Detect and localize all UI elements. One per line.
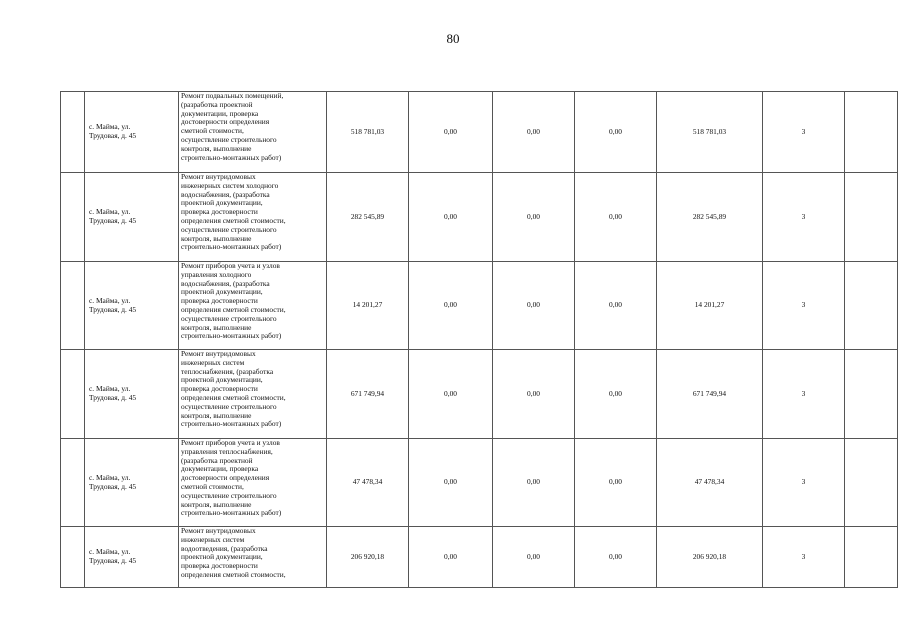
fund-3-cell: 0,00 <box>575 173 657 262</box>
address-cell: с. Майма, ул. Трудовая, д. 45 <box>85 92 179 173</box>
owners-funds-cell: 518 781,03 <box>657 92 763 173</box>
total-cost-cell: 518 781,03 <box>327 92 409 173</box>
empty-cell <box>61 527 85 588</box>
work-description-cell: Ремонт приборов учета и узлов управления холодного водоснабжения, (разработка проектной документации, проверка достоверности определения сметной стоимости, осуществление строительного контроля, выполнение строительно-монтажных работ) <box>179 262 327 350</box>
fund-2-cell: 0,00 <box>493 527 575 588</box>
empty-cell <box>61 262 85 350</box>
total-cost-cell: 206 920,18 <box>327 527 409 588</box>
empty-cell <box>845 350 898 439</box>
empty-cell <box>845 527 898 588</box>
page-number: 80 <box>446 31 460 46</box>
fund-3-cell: 0,00 <box>575 439 657 527</box>
empty-cell <box>61 92 85 173</box>
table-row <box>61 527 898 588</box>
fund-1-cell: 0,00 <box>409 350 493 439</box>
address-cell: с. Майма, ул. Трудовая, д. 45 <box>85 439 179 527</box>
period-cell: 3 <box>763 173 845 262</box>
table-row <box>61 439 898 527</box>
period-cell: 3 <box>763 527 845 588</box>
total-cost-cell: 47 478,34 <box>327 439 409 527</box>
empty-cell <box>845 173 898 262</box>
total-cost-cell: 282 545,89 <box>327 173 409 262</box>
owners-funds-cell: 14 201,27 <box>657 262 763 350</box>
address-cell: с. Майма, ул. Трудовая, д. 45 <box>85 262 179 350</box>
work-description-cell: Ремонт приборов учета и узлов управления теплоснабжения, (разработка проектной документации, проверка достоверности определения сметной стоимости, осуществление строительного контроля, выполнение строительно-монтажных работ) <box>179 439 327 527</box>
table-row <box>61 262 898 350</box>
owners-funds-cell: 206 920,18 <box>657 527 763 588</box>
fund-2-cell: 0,00 <box>493 173 575 262</box>
address-cell: с. Майма, ул. Трудовая, д. 45 <box>85 527 179 588</box>
work-description-cell: Ремонт внутридомовых инженерных систем холодного водоснабжения, (разработка проектной документации, проверка достоверности определения сметной стоимости, осуществление строительного контроля, выполнение строительно-монтажных работ) <box>179 173 327 262</box>
fund-3-cell: 0,00 <box>575 92 657 173</box>
work-description-cell: Ремонт внутридомовых инженерных систем водоотведения, (разработка проектной документации, проверка достоверности определения сметной стоимости, <box>179 527 327 588</box>
empty-cell <box>61 173 85 262</box>
fund-2-cell: 0,00 <box>493 92 575 173</box>
fund-3-cell: 0,00 <box>575 350 657 439</box>
fund-2-cell: 0,00 <box>493 262 575 350</box>
period-cell: 3 <box>763 92 845 173</box>
work-description-cell: Ремонт внутридомовых инженерных систем теплоснабжения, (разработка проектной документации, проверка достоверности определения сметной стоимости, осуществление строительного контроля, выполнение строительно-монтажных работ) <box>179 350 327 439</box>
fund-3-cell: 0,00 <box>575 262 657 350</box>
period-cell: 3 <box>763 262 845 350</box>
work-description-cell: Ремонт подвальных помещений, (разработка проектной документации, проверка достоверности определения сметной стоимости, осуществление строительного контроля, выполнение строительно-монтажных работ) <box>179 92 327 173</box>
owners-funds-cell: 282 545,89 <box>657 173 763 262</box>
table-row <box>61 173 898 262</box>
period-cell: 3 <box>763 350 845 439</box>
empty-cell <box>61 350 85 439</box>
empty-cell <box>845 439 898 527</box>
total-cost-cell: 671 749,94 <box>327 350 409 439</box>
table-row <box>61 350 898 439</box>
fund-1-cell: 0,00 <box>409 439 493 527</box>
owners-funds-cell: 671 749,94 <box>657 350 763 439</box>
empty-cell <box>61 439 85 527</box>
fund-2-cell: 0,00 <box>493 439 575 527</box>
fund-1-cell: 0,00 <box>409 262 493 350</box>
owners-funds-cell: 47 478,34 <box>657 439 763 527</box>
fund-1-cell: 0,00 <box>409 527 493 588</box>
address-cell: с. Майма, ул. Трудовая, д. 45 <box>85 350 179 439</box>
fund-2-cell: 0,00 <box>493 350 575 439</box>
table-row <box>61 92 898 173</box>
fund-3-cell: 0,00 <box>575 527 657 588</box>
empty-cell <box>845 262 898 350</box>
fund-1-cell: 0,00 <box>409 173 493 262</box>
capital-repair-table <box>60 91 898 588</box>
empty-cell <box>845 92 898 173</box>
fund-1-cell: 0,00 <box>409 92 493 173</box>
period-cell: 3 <box>763 439 845 527</box>
address-cell: с. Майма, ул. Трудовая, д. 45 <box>85 173 179 262</box>
total-cost-cell: 14 201,27 <box>327 262 409 350</box>
